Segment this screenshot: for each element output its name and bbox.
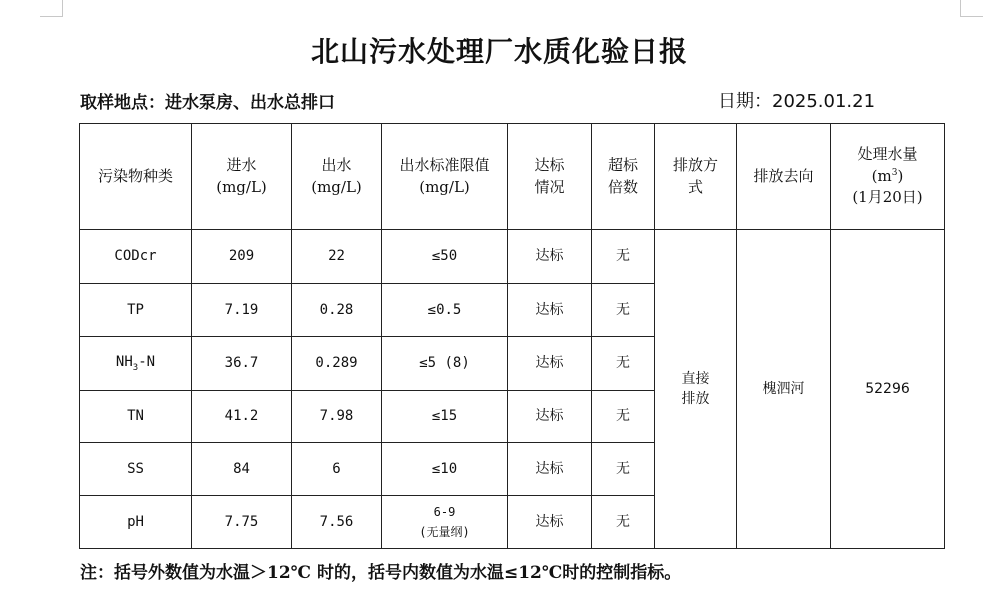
pollutant-name: SS bbox=[80, 443, 192, 496]
status-value: 达标 bbox=[508, 391, 592, 443]
inflow-value: 36.7 bbox=[192, 337, 292, 391]
header-status: 达标 情况 bbox=[508, 124, 592, 230]
outflow-value: 7.98 bbox=[292, 391, 382, 443]
status-value: 达标 bbox=[508, 443, 592, 496]
status-value: 达标 bbox=[508, 230, 592, 284]
report-date: 日期：2025.01.21 bbox=[718, 91, 876, 112]
pollutant-name: pH bbox=[80, 496, 192, 549]
header-volume: 处理水量 $(m^3)$ (1月20日) bbox=[831, 124, 945, 230]
status-value: 达标 bbox=[508, 496, 592, 549]
limit-value: ≤50 bbox=[382, 230, 508, 284]
report-title: 北山污水处理厂水质化验日报 bbox=[310, 35, 688, 68]
outflow-value: 0.28 bbox=[292, 284, 382, 337]
header-row bbox=[80, 124, 945, 230]
outflow-value: 7.56 bbox=[292, 496, 382, 549]
exceed-value: 无 bbox=[592, 496, 655, 549]
header-exceed: 超标 倍数 bbox=[592, 124, 655, 230]
pollutant-name: TP bbox=[80, 284, 192, 337]
outflow-value: 0.289 bbox=[292, 337, 382, 391]
inflow-value: 209 bbox=[192, 230, 292, 284]
limit-value: ≤10 bbox=[382, 443, 508, 496]
header-discharge-to: 排放去向 bbox=[737, 124, 831, 230]
footnote: 注：括号外数值为水温＞12℃ 时的，括号内数值为水温≤12℃时的控制指标。 bbox=[80, 563, 682, 583]
header-discharge-mode: 排放方 式 bbox=[655, 124, 737, 230]
inflow-value: 7.19 bbox=[192, 284, 292, 337]
header-limit: 出水标准限值 (mg/L) bbox=[382, 124, 508, 230]
status-value: 达标 bbox=[508, 284, 592, 337]
limit-value: ≤0.5 bbox=[382, 284, 508, 337]
discharge-mode-cell: 直接 排放 bbox=[655, 230, 737, 549]
exceed-value: 无 bbox=[592, 230, 655, 284]
header-outflow: 出水 (mg/L) bbox=[292, 124, 382, 230]
exceed-value: 无 bbox=[592, 443, 655, 496]
treated-volume-cell: 52296 bbox=[831, 230, 945, 549]
exceed-value: 无 bbox=[592, 284, 655, 337]
header-inflow: 进水 (mg/L) bbox=[192, 124, 292, 230]
table-row bbox=[80, 230, 945, 284]
page-corner-mark-top-right bbox=[960, 0, 983, 17]
limit-value: ≤15 bbox=[382, 391, 508, 443]
pollutant-name: CODcr bbox=[80, 230, 192, 284]
discharge-to-cell: 槐泗河 bbox=[737, 230, 831, 549]
exceed-value: 无 bbox=[592, 391, 655, 443]
sampling-location: 取样地点：进水泵房、出水总排口 bbox=[80, 93, 335, 113]
pollutant-name: $NH_3-N$ bbox=[80, 337, 192, 391]
inflow-value: 7.75 bbox=[192, 496, 292, 549]
limit-value: ≤5 (8) bbox=[382, 337, 508, 391]
water-quality-table bbox=[79, 123, 945, 549]
outflow-value: 6 bbox=[292, 443, 382, 496]
outflow-value: 22 bbox=[292, 230, 382, 284]
exceed-value: 无 bbox=[592, 337, 655, 391]
page-corner-mark-top-left bbox=[40, 0, 63, 17]
limit-value: 6-9 (无量纲) bbox=[382, 496, 508, 549]
pollutant-name: TN bbox=[80, 391, 192, 443]
status-value: 达标 bbox=[508, 337, 592, 391]
inflow-value: 84 bbox=[192, 443, 292, 496]
header-pollutant: 污染物种类 bbox=[80, 124, 192, 230]
inflow-value: 41.2 bbox=[192, 391, 292, 443]
